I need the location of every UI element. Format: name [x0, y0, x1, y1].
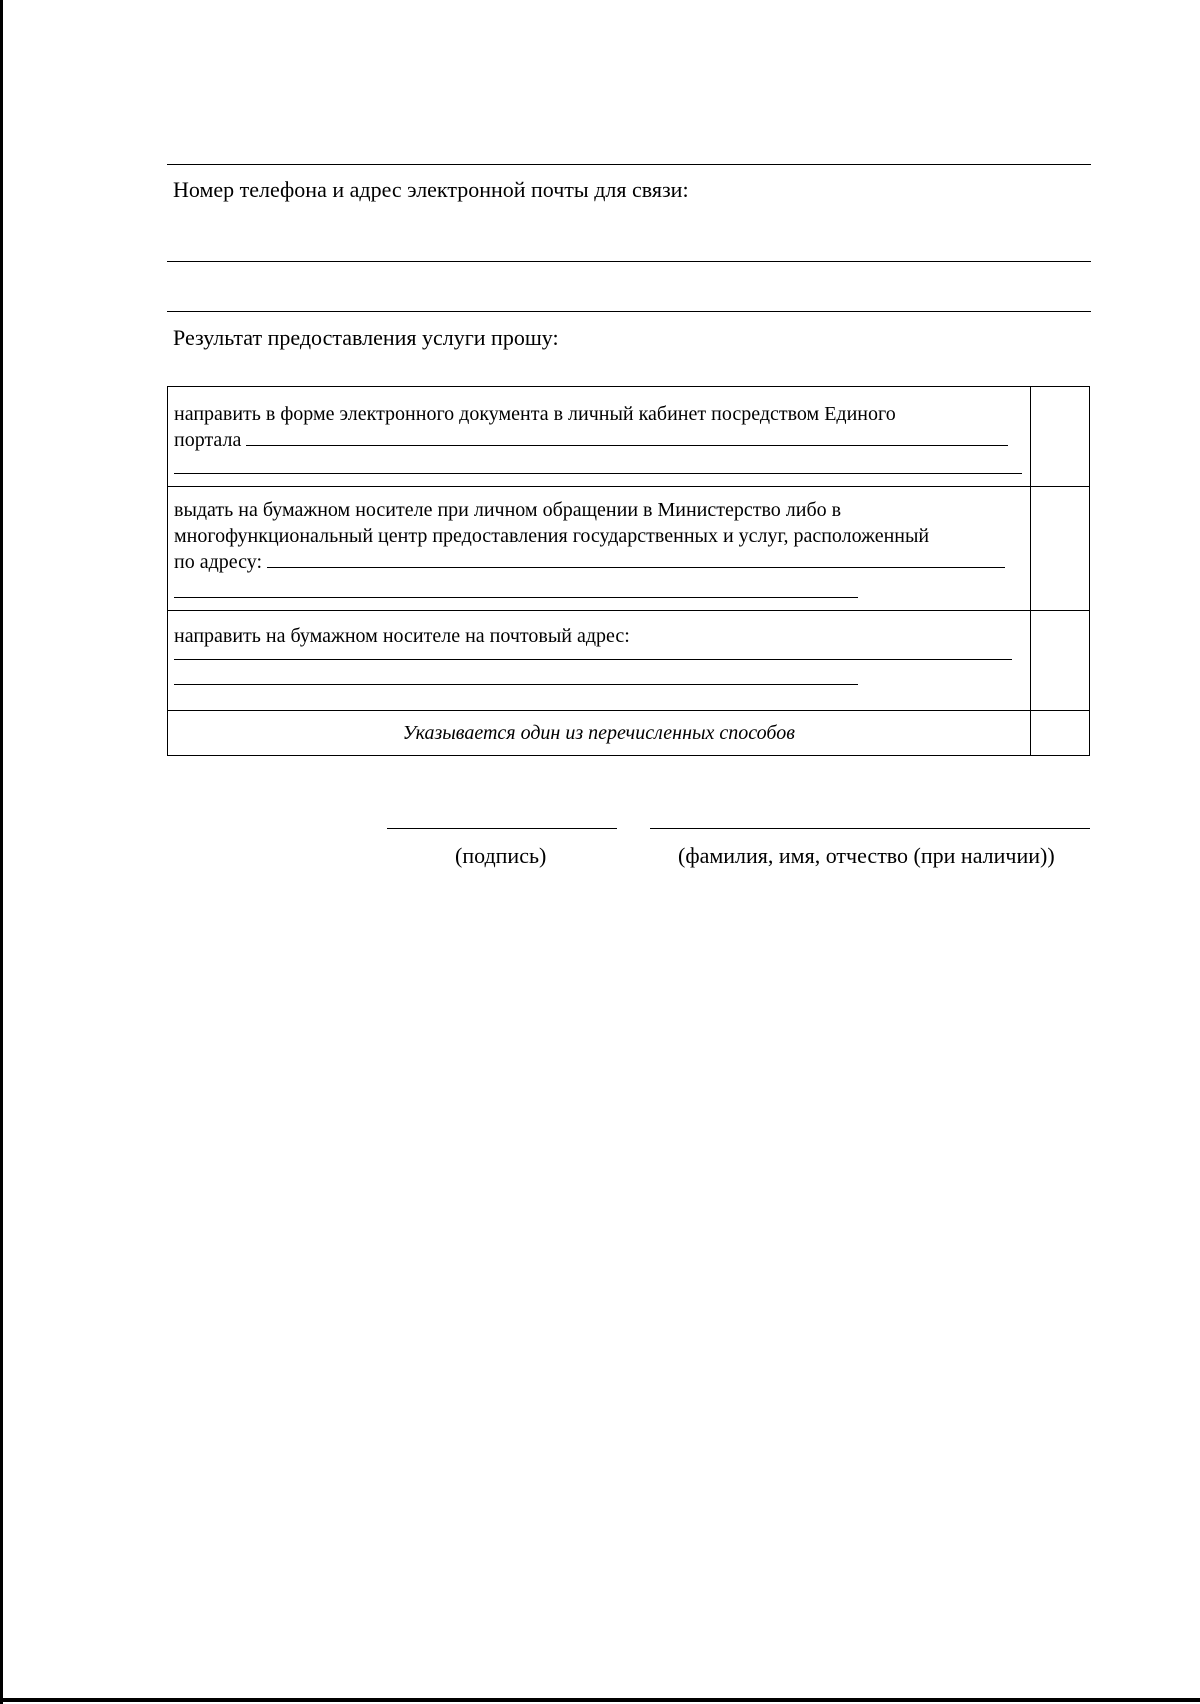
- option-electronic-line2-wrap: [168, 427, 1030, 453]
- option-row-in-person: [168, 487, 1090, 611]
- method-note: Указывается один из перечисленных способов: [168, 711, 1031, 756]
- scan-bottom-edge: [0, 1698, 1200, 1702]
- option-electronic-portal-label: портала: [174, 429, 242, 451]
- option-in-person-line3-wrap: [168, 549, 1030, 575]
- signature-caption: (подпись): [455, 843, 547, 868]
- contacts-line-2[interactable]: [167, 311, 1091, 312]
- option-in-person-text-2: многофункциональный центр предоставления государственных и услуг, расположенный: [174, 525, 930, 547]
- option-mail: [168, 611, 1031, 711]
- option-row-electronic: [168, 387, 1090, 487]
- contacts-line-1[interactable]: [167, 261, 1091, 262]
- note-row: [168, 711, 1090, 756]
- mail-address-input-line[interactable]: [174, 659, 1012, 660]
- option-row-mail: [168, 611, 1090, 711]
- checkbox-electronic[interactable]: [1030, 387, 1089, 487]
- option-mail-text: направить на бумажном носителе на почтовый адрес:: [174, 625, 630, 647]
- scan-left-edge: [0, 0, 3, 1704]
- delivery-method-table: [167, 386, 1090, 756]
- checkbox-mail[interactable]: [1030, 611, 1089, 711]
- signature-line[interactable]: [387, 828, 617, 829]
- top-blank-line: [167, 164, 1091, 165]
- checkbox-in-person[interactable]: [1030, 487, 1089, 611]
- full-name-caption: (фамилия, имя, отчество (при наличии)): [678, 843, 1055, 868]
- note-row-empty-cell: [1030, 711, 1089, 756]
- mail-address-input-line-2[interactable]: [174, 684, 858, 685]
- option-electronic: [168, 387, 1031, 487]
- contacts-label: Номер телефона и адрес электронной почты для связи:: [173, 177, 689, 202]
- in-person-address-input-line[interactable]: [267, 551, 1005, 568]
- portal-input-line[interactable]: [246, 429, 1008, 446]
- result-label: Результат предоставления услуги прошу:: [173, 325, 559, 350]
- option-in-person-text-1: выдать на бумажном носителе при личном обращении в Министерство либо в: [174, 499, 842, 521]
- in-person-address-input-line-2[interactable]: [174, 597, 858, 598]
- option-in-person-address-label: по адресу:: [174, 551, 263, 573]
- option-in-person: [168, 487, 1031, 611]
- portal-input-line-2[interactable]: [174, 473, 1022, 474]
- full-name-line[interactable]: [650, 828, 1090, 829]
- option-electronic-text: направить в форме электронного документа в личный кабинет посредством Единого: [174, 403, 896, 425]
